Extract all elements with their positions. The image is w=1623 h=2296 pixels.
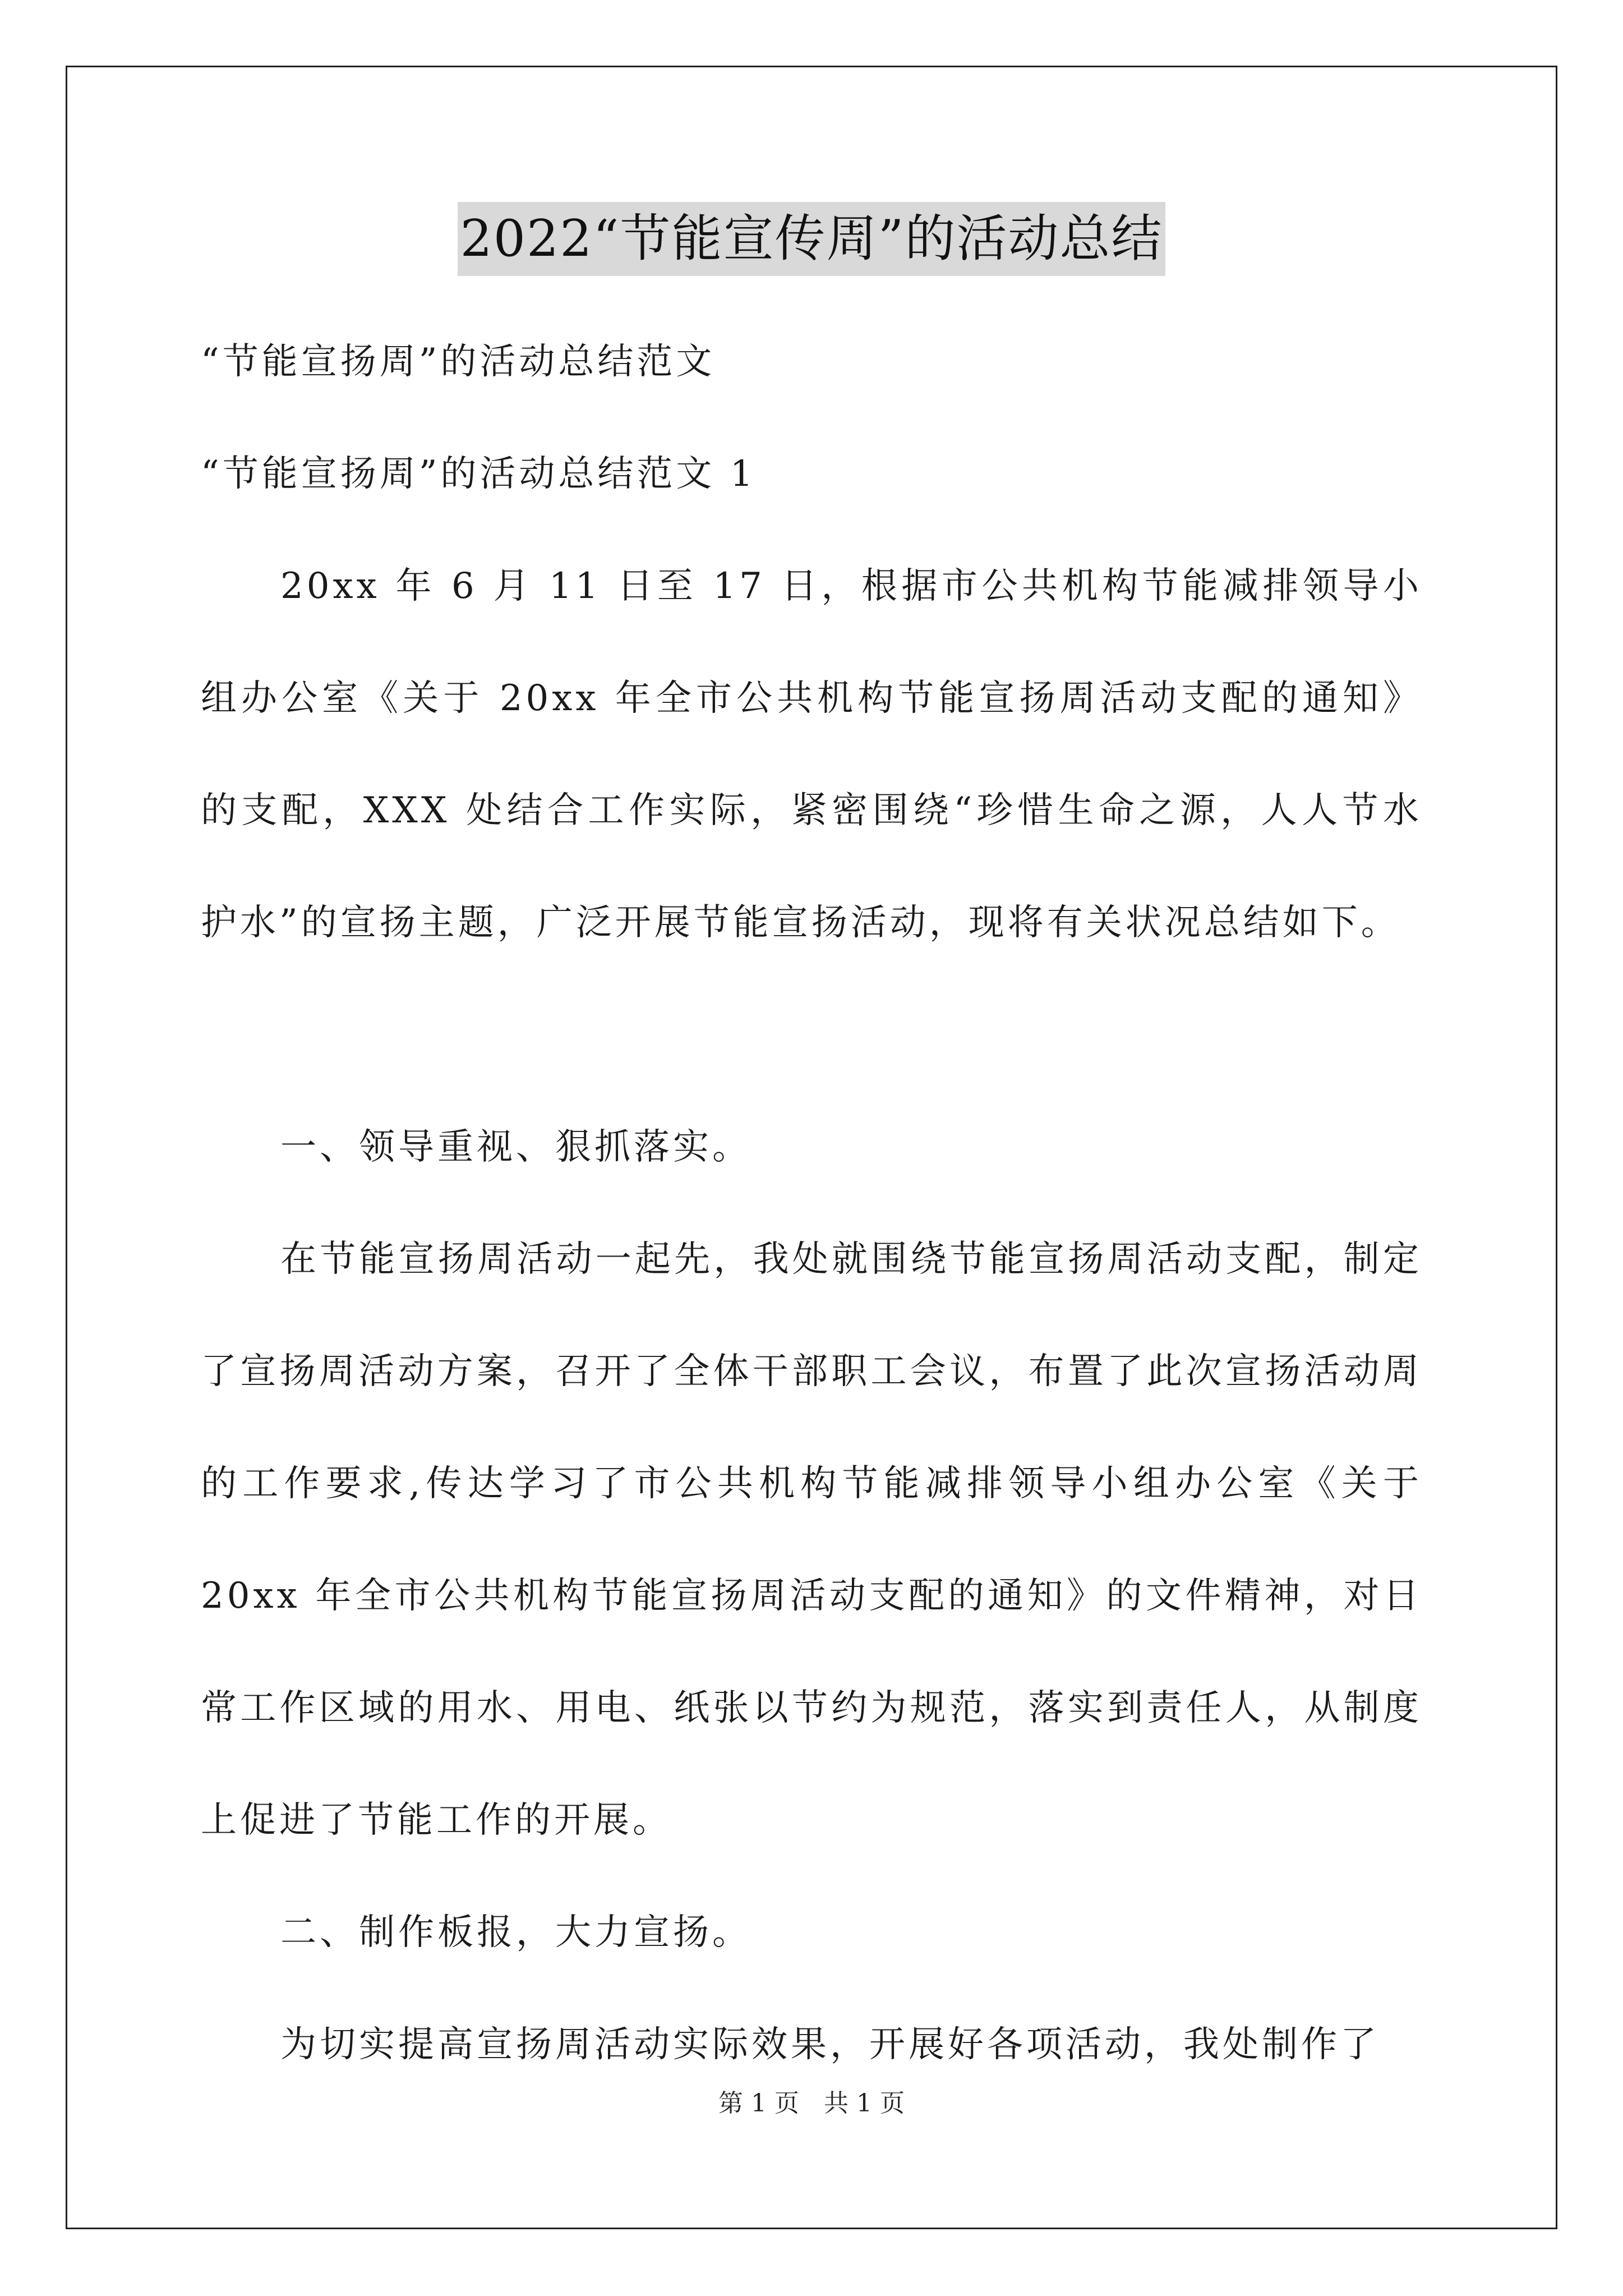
paragraph-intro: 20xx 年 6 月 11 日至 17 日，根据市公共机构节能减排领导小组办公室《关于 20xx 年全市公共机构节能宣扬周活动支配的通知》的支配，XXX 处结合工作实际，紧密围绕“珍惜生命之源，人人节水护水”的宣扬主题，广泛开展节能宣扬活动，现将有关状况总结如下。 xyxy=(201,565,1422,944)
paragraph-spacer xyxy=(201,979,1422,1091)
paragraph-section-1: 在节能宣扬周活动一起先，我处就围绕节能宣扬周活动支配，制定了宣扬周活动方案，召开了全体干部职工会议，布置了此次宣扬活动周的工作要求,传达学习了市公共机构节能减排领导小组办公室《关于 20xx 年全市公共机构节能宣扬周活动支配的通知》的文件精神，对日常工作区域的用水、用电、纸张以节约为规范，落实到责任人，从制度上促进了节能工作的开展。 xyxy=(201,1239,1422,1841)
subtitle-1: “节能宣扬周”的活动总结范文 xyxy=(201,341,716,383)
page-total: 共 1 页 xyxy=(824,2089,905,2118)
section-heading-2: 二、制作板报，大力宣扬。 xyxy=(280,1912,751,1953)
title-container xyxy=(0,202,1623,276)
section-heading-1: 一、领导重视、狠抓落实。 xyxy=(280,1126,751,1168)
page-number: 第 1 页 xyxy=(718,2089,799,2118)
subtitle-2: “节能宣扬周”的活动总结范文 1 xyxy=(201,453,757,495)
page-footer xyxy=(0,2087,1623,2120)
document-body xyxy=(201,306,1422,2101)
document-title: 2022“节能宣传周”的活动总结 xyxy=(458,202,1165,276)
paragraph-section-2: 为切实提高宣扬周活动实际效果，开展好各项活动，我处制作了 xyxy=(280,2024,1380,2065)
